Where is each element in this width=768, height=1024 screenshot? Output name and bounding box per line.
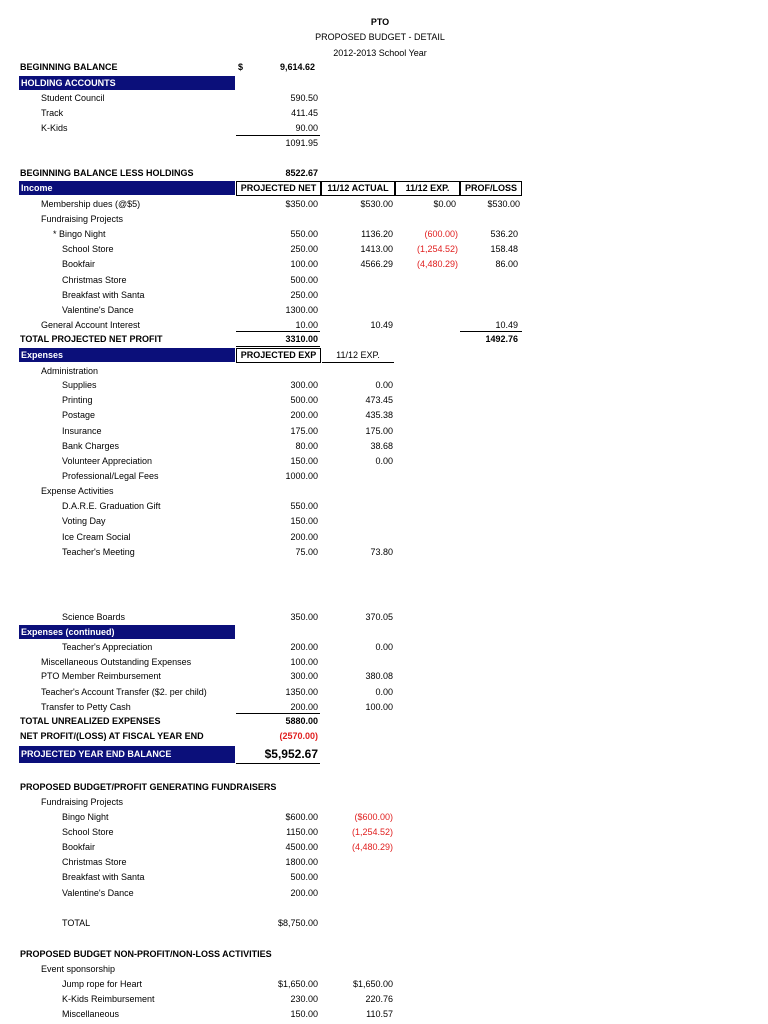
income-header: Income <box>19 181 235 195</box>
expense-actual: 370.05 <box>365 612 393 622</box>
nonprofit-exp: 220.76 <box>365 994 393 1004</box>
income-exp: (1,254.52) <box>416 244 458 254</box>
fundraiser-total-value: $8,750.00 <box>277 918 318 928</box>
expense-proj: 1000.00 <box>285 471 318 481</box>
income-row-label: * Bingo Night <box>53 229 106 239</box>
nonprofit-title: PROPOSED BUDGET NON-PROFIT/NON-LOSS ACTIVITIES <box>20 949 272 959</box>
total-unrealized-value: 5880.00 <box>285 716 318 726</box>
fundraiser-value: 200.00 <box>290 888 318 898</box>
expense-proj: 150.00 <box>290 516 318 526</box>
expense-proj: 200.00 <box>290 532 318 542</box>
nonprofit-label: Jump rope for Heart <box>62 979 143 989</box>
col-projected-net: PROJECTED NET <box>236 181 321 196</box>
expense-row-label: Volunteer Appreciation <box>62 456 153 466</box>
nonprofit-value: 150.00 <box>290 1009 318 1019</box>
fundraiser-value: 1150.00 <box>286 827 318 837</box>
fundraiser-exp: ($600.00) <box>354 812 393 822</box>
expense-proj: 350.00 <box>290 612 318 622</box>
income-pl: 536.20 <box>490 229 518 239</box>
expense-row-label: D.A.R.E. Graduation Gift <box>62 501 161 511</box>
expense-actual: 38.68 <box>370 441 393 451</box>
expense-actual: 473.45 <box>365 395 393 405</box>
expense-row-label: Ice Cream Social <box>62 532 131 542</box>
col-exp: 11/12 EXP. <box>395 181 460 196</box>
expenses-header: Expenses <box>19 348 235 362</box>
income-net: 100.00 <box>290 259 318 269</box>
income-actual: 10.49 <box>370 320 393 330</box>
income-net: 500.00 <box>290 275 318 285</box>
less-holdings-label: BEGINNING BALANCE LESS HOLDINGS <box>20 168 194 178</box>
fundraiser-value: 4500.00 <box>285 842 318 852</box>
fundraiser-label: Breakfast with Santa <box>62 872 145 882</box>
income-row-label: Bookfair <box>62 259 96 269</box>
income-pl: 10.49 <box>495 320 518 330</box>
expense-actual: 0.00 <box>375 642 393 652</box>
income-exp: $0.00 <box>433 199 456 209</box>
nonprofit-value: 230.00 <box>290 994 318 1004</box>
fundraiser-exp: (1,254.52) <box>351 827 393 837</box>
nonprofit-label: Miscellaneous <box>62 1009 120 1019</box>
fundraiser-label: School Store <box>62 827 114 837</box>
holding-total: 1091.95 <box>285 138 318 148</box>
projected-balance-label: PROJECTED YEAR END BALANCE <box>19 746 235 763</box>
total-rule <box>236 763 320 764</box>
expense-actual: 73.80 <box>370 547 393 557</box>
expense-row-label: Professional/Legal Fees <box>62 471 159 481</box>
income-exp: (600.00) <box>424 229 458 239</box>
income-net: $350.00 <box>285 199 318 209</box>
expenses-continued-header: Expenses (continued) <box>19 625 235 639</box>
expense-actual: 0.00 <box>375 380 393 390</box>
admin-label: Administration <box>41 366 99 376</box>
income-actual: $530.00 <box>360 199 393 209</box>
fundraiser-total-label: TOTAL <box>62 918 91 928</box>
expense-row-label: Insurance <box>62 426 102 436</box>
nonprofit-label: K-Kids Reimbursement <box>62 994 155 1004</box>
income-actual: 1136.20 <box>361 229 393 239</box>
col-actual: 11/12 ACTUAL <box>321 181 395 196</box>
projected-balance-value: $5,952.67 <box>264 747 318 761</box>
fundraiser-label: Valentine's Dance <box>62 888 134 898</box>
expense-row-label: Teacher's Meeting <box>62 547 135 557</box>
expense-row-label: Science Boards <box>62 612 126 622</box>
expense-row-label: Miscellaneous Outstanding Expenses <box>41 657 192 667</box>
expense-row-label: Transfer to Petty Cash <box>41 702 131 712</box>
expense-proj: 300.00 <box>290 380 318 390</box>
subtotal-rule <box>460 331 522 332</box>
expense-row-label: Postage <box>62 410 96 420</box>
activities-label: Expense Activities <box>41 486 114 496</box>
beginning-balance-label: BEGINNING BALANCE <box>20 62 118 72</box>
expense-proj: 1350.00 <box>285 687 318 697</box>
income-pl: $530.00 <box>487 199 520 209</box>
expense-actual: 0.00 <box>375 687 393 697</box>
nonprofit-sub: Event sponsorship <box>41 964 116 974</box>
expense-proj: 75.00 <box>295 547 318 557</box>
holding-item-label: Track <box>41 108 64 118</box>
expense-row-label: Supplies <box>62 380 97 390</box>
expense-proj: 150.00 <box>290 456 318 466</box>
income-row-label: School Store <box>62 244 114 254</box>
fundraising-projects-label: Fundraising Projects <box>41 214 124 224</box>
expense-actual: 175.00 <box>365 426 393 436</box>
subtotal-rule <box>236 713 320 714</box>
income-actual: 1413.00 <box>360 244 393 254</box>
fundraiser-exp: (4,480.29) <box>351 842 393 852</box>
expense-row-label: Teacher's Appreciation <box>62 642 153 652</box>
subtotal-rule <box>236 331 320 332</box>
doc-title: PTO <box>370 17 390 27</box>
total-net-profit-label: TOTAL PROJECTED NET PROFIT <box>20 334 163 344</box>
fundraiser-label: Christmas Store <box>62 857 127 867</box>
expense-proj: 200.00 <box>290 642 318 652</box>
fundraiser-value: $600.00 <box>285 812 318 822</box>
nonprofit-exp: $1,650.00 <box>352 979 393 989</box>
expense-proj: 300.00 <box>290 671 318 681</box>
total-prof-loss-value: 1492.76 <box>485 334 518 344</box>
expense-actual: 380.08 <box>365 671 393 681</box>
expense-actual: 100.00 <box>365 702 393 712</box>
total-rule <box>236 346 320 347</box>
income-row-label: Christmas Store <box>62 275 127 285</box>
less-holdings-value: 8522.67 <box>285 168 318 178</box>
holding-item-value: 590.50 <box>290 93 318 103</box>
income-net: 10.00 <box>295 320 318 330</box>
nonprofit-value: $1,650.00 <box>277 979 318 989</box>
expense-row-label: PTO Member Reimbursement <box>41 671 161 681</box>
income-row-label: Membership dues (@$5) <box>41 199 141 209</box>
income-net: 250.00 <box>290 244 318 254</box>
fundraisers-title: PROPOSED BUDGET/PROFIT GENERATING FUNDRAISERS <box>20 782 277 792</box>
income-net: 250.00 <box>290 290 318 300</box>
income-row-label: Breakfast with Santa <box>62 290 145 300</box>
income-row-label: Valentine's Dance <box>62 305 134 315</box>
net-profit-value: (2570.00) <box>279 731 318 741</box>
doc-year: 2012-2013 School Year <box>333 48 427 58</box>
fundraiser-value: 1800.00 <box>285 857 318 867</box>
expense-proj: 100.00 <box>290 657 318 667</box>
expense-proj: 550.00 <box>290 501 318 511</box>
income-net: 550.00 <box>290 229 318 239</box>
currency-symbol: $ <box>238 62 244 72</box>
income-pl: 158.48 <box>490 244 518 254</box>
expense-row-label: Teacher's Account Transfer ($2. per child) <box>41 687 207 697</box>
expense-row-label: Voting Day <box>62 516 106 526</box>
income-exp: (4,480.29) <box>416 259 458 269</box>
expense-proj: 175.00 <box>290 426 318 436</box>
fundraiser-label: Bingo Night <box>62 812 109 822</box>
holding-accounts-header: HOLDING ACCOUNTS <box>19 76 235 90</box>
holding-item-label: Student Council <box>41 93 105 103</box>
expense-proj: 200.00 <box>290 410 318 420</box>
income-pl: 86.00 <box>495 259 518 269</box>
col-projected-exp: PROJECTED EXP <box>236 348 321 363</box>
expense-actual: 0.00 <box>375 456 393 466</box>
expense-proj: 200.00 <box>290 702 318 712</box>
total-net-profit-value: 3310.00 <box>285 334 318 344</box>
expense-proj: 80.00 <box>295 441 318 451</box>
subtotal-rule <box>236 135 320 136</box>
holding-item-value: 411.45 <box>291 108 318 118</box>
net-profit-label: NET PROFIT/(LOSS) AT FISCAL YEAR END <box>20 731 204 741</box>
doc-subtitle: PROPOSED BUDGET - DETAIL <box>315 32 445 42</box>
income-net: 1300.00 <box>285 305 318 315</box>
col-prof-loss: PROF/LOSS <box>460 181 522 196</box>
expense-row-label: Bank Charges <box>62 441 120 451</box>
fundraisers-sub: Fundraising Projects <box>41 797 124 807</box>
expense-actual: 435.38 <box>365 410 393 420</box>
income-actual: 4566.29 <box>360 259 393 269</box>
expense-proj: 500.00 <box>290 395 318 405</box>
beginning-balance-value: 9,614.62 <box>279 62 315 72</box>
holding-item-label: K-Kids <box>41 123 68 133</box>
income-row-label: General Account Interest <box>41 320 141 330</box>
expense-row-label: Printing <box>62 395 93 405</box>
total-unrealized-label: TOTAL UNREALIZED EXPENSES <box>20 716 161 726</box>
holding-item-value: 90.00 <box>295 123 318 133</box>
nonprofit-exp: 110.57 <box>366 1009 393 1019</box>
fundraiser-label: Bookfair <box>62 842 96 852</box>
fundraiser-value: 500.00 <box>290 872 318 882</box>
col-exp-1112: 11/12 EXP. <box>322 349 394 363</box>
